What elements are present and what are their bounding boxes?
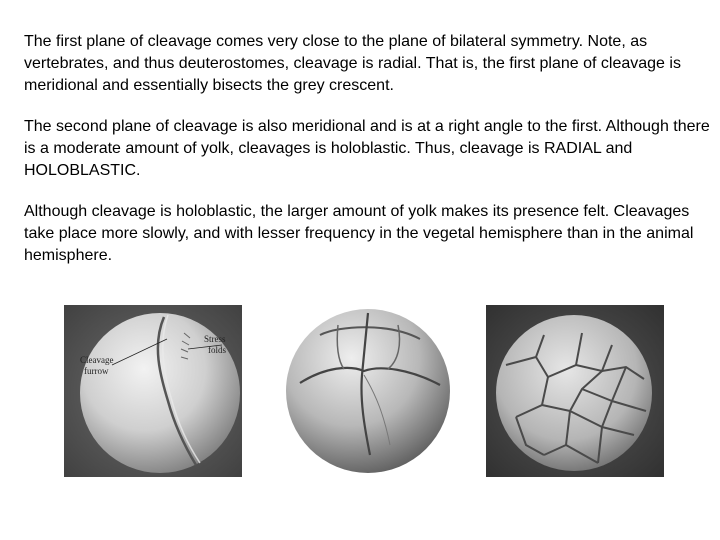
second-cleavage-micrograph	[280, 305, 456, 477]
stress-folds-label: Stress	[204, 334, 226, 344]
cleavage-furrow-label: Cleavage	[80, 355, 114, 365]
stress-folds-label-2: folds	[208, 345, 226, 355]
first-cleavage-image	[64, 305, 242, 477]
second-cleavage-image	[280, 305, 456, 477]
paragraph-yolk-effect: Although cleavage is holoblastic, the larger amount of yolk makes its presence felt. Cleavages take place more slowly, and with lesser frequency in the vegetal hemisphere than in the animal hemisphere.	[24, 203, 694, 264]
paragraph-second-cleavage: The second plane of cleavage is also meridional and is at a right angle to the first. Although there is a moderate amount of yolk, cleavages is holoblastic. Thus, cleavage is RADIAL and HOLOBLASTIC.	[24, 118, 710, 179]
later-cleavage-micrograph	[486, 305, 664, 477]
cleavage-furrow-label-2: furrow	[84, 366, 109, 376]
later-cleavage-image	[486, 305, 664, 477]
first-cleavage-micrograph	[64, 305, 242, 477]
embryo-sphere	[496, 315, 652, 471]
paragraph-first-cleavage: The first plane of cleavage comes very close to the plane of bilateral symmetry. Note, as vertebrates, and thus deuterostomes, cleavage is radial. That is, the first plane of cleavage is meridional and essentially bisects the grey crescent.	[24, 33, 681, 94]
